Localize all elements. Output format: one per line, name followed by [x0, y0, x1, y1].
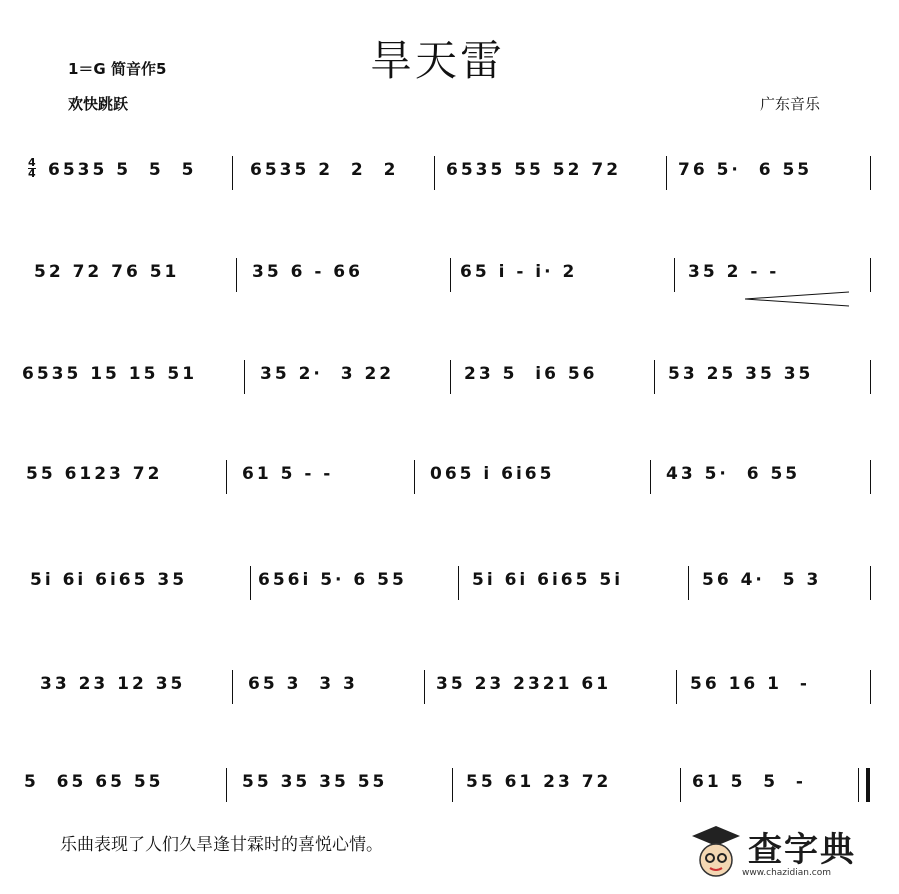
measure: 65 3 3 3 — [248, 674, 358, 694]
barline — [870, 258, 871, 292]
measure: 35 23 2321 61 — [436, 674, 612, 694]
barline — [676, 670, 677, 704]
score-line-1 — [32, 160, 872, 200]
measure: 6535 5 5 5 — [48, 160, 197, 180]
measure: 5i 6i 6i65 35 — [30, 570, 188, 590]
barline — [870, 360, 871, 394]
watermark-logo — [690, 820, 890, 890]
measure: 53 25 35 35 — [668, 364, 814, 384]
barline — [450, 360, 451, 394]
measure: 656i 5· 6 55 — [258, 570, 407, 590]
measure: 61 5 5 - — [692, 772, 806, 792]
measure: 61 5 - - — [242, 464, 334, 484]
measure: 065 i 6i65 — [430, 464, 555, 484]
barline — [870, 566, 871, 600]
barline — [226, 460, 227, 494]
measure: 55 35 35 55 — [242, 772, 388, 792]
measure: 35 2 - - — [688, 262, 780, 282]
measure: 6535 55 52 72 — [446, 160, 622, 180]
measure: 23 5 i6 56 — [464, 364, 598, 384]
barline — [870, 460, 871, 494]
measure: 55 6123 72 — [26, 464, 163, 484]
measure: 6535 15 15 51 — [22, 364, 198, 384]
key-signature: 1＝G 简音作5 — [68, 60, 167, 78]
measure: 35 2· 3 22 — [260, 364, 395, 384]
barline — [858, 768, 859, 802]
barline — [650, 460, 651, 494]
barline — [674, 258, 675, 292]
barline — [688, 566, 689, 600]
barline — [666, 156, 667, 190]
barline — [680, 768, 681, 802]
barline — [450, 258, 451, 292]
measure: 33 23 12 35 — [40, 674, 186, 694]
piece-title: 旱天雷 — [370, 36, 506, 85]
measure: 65 i - i· 2 — [460, 262, 578, 282]
barline — [236, 258, 237, 292]
logo-url: www.chazidian.com — [742, 868, 832, 878]
barline — [424, 670, 425, 704]
measure: 56 4· 5 3 — [702, 570, 822, 590]
measure: 76 5· 6 55 — [678, 160, 813, 180]
barline — [244, 360, 245, 394]
time-signature-top: 4 — [28, 156, 36, 169]
barline — [452, 768, 453, 802]
barline — [232, 156, 233, 190]
score-line-5 — [32, 570, 872, 610]
measure: 5 65 65 55 — [24, 772, 164, 792]
barline — [870, 670, 871, 704]
mascot-icon — [690, 824, 742, 884]
measure: 52 72 76 51 — [34, 262, 180, 282]
barline — [434, 156, 435, 190]
barline — [414, 460, 415, 494]
measure: 6535 2 2 2 — [250, 160, 399, 180]
caption: 乐曲表现了人们久旱逢甘霖时的喜悦心情。 — [60, 835, 383, 855]
barline — [654, 360, 655, 394]
logo-text: 查字典 — [748, 830, 856, 870]
score-line-3 — [22, 364, 872, 404]
barline — [870, 156, 871, 190]
tempo-marking: 欢快跳跃 — [68, 95, 129, 113]
score-line-7 — [24, 772, 872, 812]
final-barline — [866, 768, 870, 802]
barline — [226, 768, 227, 802]
barline — [232, 670, 233, 704]
decrescendo-hairpin — [745, 289, 855, 309]
measure: 56 16 1 - — [690, 674, 810, 694]
measure: 35 6 - 66 — [252, 262, 363, 282]
music-origin: 广东音乐 — [760, 95, 821, 113]
measure: 43 5· 6 55 — [666, 464, 801, 484]
barline — [458, 566, 459, 600]
time-signature-bottom: 4 — [28, 167, 36, 180]
measure: 5i 6i 6i65 5i — [472, 570, 624, 590]
score-line-6 — [32, 674, 872, 714]
measure: 55 61 23 72 — [466, 772, 612, 792]
barline — [250, 566, 251, 600]
score-line-4 — [26, 464, 872, 504]
